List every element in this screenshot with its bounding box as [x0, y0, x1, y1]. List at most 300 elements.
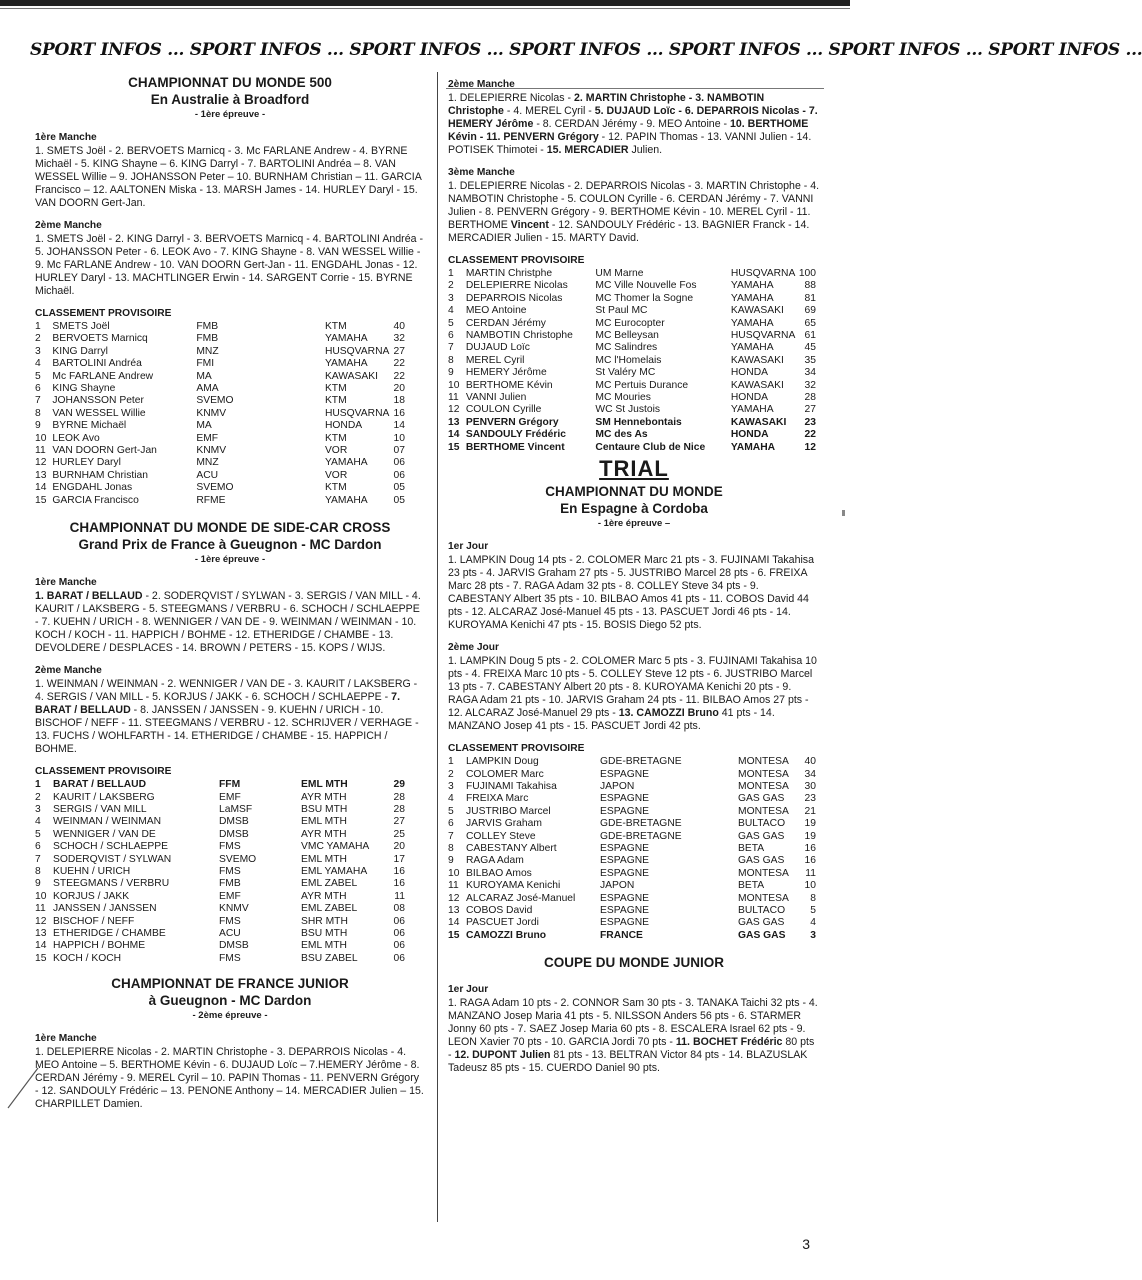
- name-cell: BERTHOME Vincent: [465, 441, 565, 453]
- make-cell: MONTESA: [738, 867, 789, 879]
- table-row: [448, 818, 816, 830]
- table-row: [35, 804, 405, 816]
- name-cell: BURNHAM Christian: [52, 469, 148, 481]
- make-cell: EML MTH: [301, 853, 347, 865]
- club-cell: FMS: [219, 841, 241, 853]
- make-cell: GAS GAS: [738, 855, 785, 867]
- make-cell: KTM: [324, 482, 347, 494]
- club-cell: FMS: [219, 952, 241, 964]
- mx500-subtitle: En Australie à Broadford: [150, 92, 310, 107]
- rank-cell: 10: [448, 867, 460, 879]
- table-row: [448, 868, 816, 880]
- club-cell: MNZ: [196, 345, 219, 357]
- mx500-m2-head: 2ème Manche: [35, 220, 102, 231]
- rank-cell: 5: [35, 828, 41, 840]
- junior-standings-table: [448, 268, 816, 454]
- name-cell: VANNI Julien: [465, 392, 527, 404]
- trial-j2-head: 2ème Jour: [448, 642, 499, 654]
- rank-cell: 12: [35, 915, 47, 927]
- table-row: [448, 355, 816, 367]
- make-cell: EML MTH: [301, 816, 347, 828]
- make-cell: HONDA: [730, 367, 769, 379]
- name-cell: CAMOZZI Bruno: [466, 929, 547, 941]
- rank-cell: 9: [448, 367, 454, 379]
- name-cell: KING Shayne: [52, 383, 116, 395]
- make-cell: GAS GAS: [738, 830, 785, 842]
- left-column: [35, 74, 425, 1120]
- table-row: [448, 769, 816, 781]
- table-row: [35, 928, 405, 940]
- name-cell: WEINMAN / WEINMAN: [53, 816, 162, 828]
- table-row: [35, 420, 405, 432]
- junior-m2-e: Julien.: [628, 144, 663, 156]
- club-cell: DMSB: [219, 940, 249, 952]
- name-cell: VAN DOORN Gert-Jan: [52, 445, 157, 457]
- table-row: [448, 404, 816, 416]
- make-cell: YAMAHA: [730, 317, 774, 329]
- make-cell: SHR MTH: [301, 915, 348, 927]
- make-cell: KTM: [324, 395, 347, 407]
- sidecar-m2-text: [35, 678, 425, 756]
- make-cell: YAMAHA: [324, 494, 368, 506]
- junior-epreuve: - 2ème épreuve -: [192, 1010, 268, 1022]
- mx500-epreuve: - 1ère épreuve -: [194, 109, 266, 120]
- points-cell: 14: [393, 420, 405, 432]
- table-row: [448, 380, 816, 392]
- rank-cell: 9: [35, 420, 41, 432]
- points-cell: 45: [804, 342, 816, 354]
- table-row: [448, 442, 816, 454]
- coupe-j1-bold-b: 12. DUPONT Julien: [454, 1049, 551, 1062]
- points-cell: 32: [393, 333, 405, 345]
- name-cell: PENVERN Grégory: [465, 416, 559, 428]
- sidecar-m1-rest: - 2. SODERQVIST / SYLWAN - 3. SERGIS / VAN MILL - 4. KAURIT / LAKSBERG - 5. STEEGMANS / VERBRU - 6. SCHOCH / SCHLAEPPE - 7. KUEHN / URICH - 8. WENNIGER / VAN DE - 9. WEINMAN / WEINMAN - 10. KOCH / KOCH - 11. HAPPICH / BOHME - 12. ETHERIDGE / CHAMBE - 13. DEVOLDERE / DESPLACES - 14. BROWN / PETERS - 15. KOPS / WIJS.: [35, 590, 421, 655]
- table-row: [448, 367, 816, 379]
- points-cell: 18: [393, 395, 405, 407]
- club-cell: MC Mouries: [595, 392, 651, 404]
- points-cell: 8: [810, 892, 816, 904]
- rank-cell: 11: [35, 445, 46, 457]
- make-cell: GAS GAS: [738, 929, 786, 941]
- club-cell: St Valéry MC: [595, 367, 656, 379]
- name-cell: BILBAO Amos: [466, 867, 532, 879]
- club-cell: ESPAGNE: [600, 917, 650, 929]
- name-cell: WENNIGER / VAN DE: [53, 828, 156, 840]
- make-cell: HONDA: [730, 392, 769, 404]
- club-cell: SVEMO: [219, 853, 257, 865]
- table-row: [448, 330, 816, 342]
- rank-cell: 4: [448, 793, 454, 805]
- table-row: [35, 916, 405, 928]
- make-cell: HUSQVARNA: [324, 407, 390, 419]
- name-cell: MEREL Cyril: [465, 354, 525, 366]
- name-cell: SMETS Joël: [52, 321, 110, 332]
- club-cell: ESPAGNE: [600, 842, 650, 854]
- club-cell: ACU: [219, 927, 241, 939]
- points-cell: 19: [804, 818, 816, 830]
- table-row: [35, 333, 405, 345]
- name-cell: ENGDAHL Jonas: [52, 482, 133, 494]
- club-cell: MC Thomer la Sogne: [595, 292, 694, 304]
- club-cell: DMSB: [219, 828, 249, 840]
- name-cell: HURLEY Daryl: [52, 457, 121, 469]
- trial-j2-a: 1. LAMPKIN Doug 5 pts - 2. COLOMER Marc 5 pts - 3. FUJINAMI Takahisa 10 pts - 4. FREIXA Marc 10 pts - 5. COLLEY Steve 12 pts - 6. JUSTRIBO Marcel 13 pts - 7. CABESTANY Albert 20 pts - 8. KUROYAMA Kenichi 20 pts - 9. RAGA Adam 21 pts - 10. JARVIS Graham 24 pts - 11. BILBAO Amos 27 pts - 12. ALCARAZ José-Manuel 29 pts -: [448, 655, 817, 720]
- club-cell: MC l'Homelais: [595, 354, 662, 366]
- points-cell: 5: [810, 904, 816, 916]
- rank-cell: 9: [448, 855, 454, 867]
- make-cell: BSU MTH: [301, 803, 348, 815]
- points-cell: 30: [804, 780, 816, 792]
- points-cell: 07: [393, 445, 405, 457]
- name-cell: KOCH / KOCH: [53, 952, 122, 964]
- make-cell: YAMAHA: [730, 441, 776, 453]
- points-cell: 23: [804, 793, 816, 805]
- table-row: [35, 891, 405, 903]
- name-cell: BERVOETS Marnicq: [52, 333, 148, 345]
- points-cell: 27: [393, 816, 405, 828]
- junior-m3-head: 3ème Manche: [448, 167, 515, 178]
- table-row: [35, 321, 405, 333]
- rank-cell: 5: [448, 805, 454, 817]
- club-cell: SVEMO: [196, 482, 234, 494]
- club-cell: FFM: [219, 779, 241, 791]
- rank-cell: 3: [35, 345, 41, 357]
- table-row: [448, 831, 816, 843]
- points-cell: 3: [810, 929, 816, 941]
- sidecar-subtitle: Grand Prix de France à Gueugnon - MC Dardon: [78, 537, 382, 553]
- club-cell: MNZ: [196, 457, 219, 469]
- make-cell: VOR: [324, 445, 348, 457]
- points-cell: 34: [804, 768, 816, 780]
- club-cell: FMB: [196, 333, 219, 345]
- table-row: [448, 756, 816, 768]
- pen-stroke-mark: [4, 1062, 44, 1112]
- points-cell: 40: [804, 756, 816, 768]
- junior-m1-head: 1ère Manche: [35, 1033, 97, 1045]
- name-cell: LEOK Avo: [52, 432, 100, 444]
- rank-cell: 13: [35, 927, 47, 939]
- make-cell: MONTESA: [738, 892, 789, 904]
- junior-m3-bold: Vincent: [510, 219, 549, 231]
- rank-cell: 10: [35, 432, 47, 444]
- rank-cell: 14: [35, 940, 47, 952]
- club-cell: St Paul MC: [595, 305, 648, 317]
- rank-cell: 8: [448, 842, 454, 854]
- sidecar-epreuve: - 1ère épreuve -: [194, 554, 266, 566]
- points-cell: 100: [798, 268, 816, 279]
- name-cell: BARTOLINI Andréa: [52, 358, 142, 370]
- club-cell: FMS: [219, 865, 241, 877]
- column-divider: [437, 72, 438, 1222]
- junior-m2-c: - 8. CERDAN Jérémy - 9. MEO Antoine -: [533, 118, 731, 130]
- rank-cell: 4: [35, 358, 41, 370]
- table-row: [448, 293, 816, 305]
- club-cell: MA: [196, 370, 212, 382]
- mx500-class-head: CLASSEMENT PROVISOIRE: [35, 308, 172, 319]
- name-cell: KORJUS / JAKK: [53, 890, 130, 902]
- make-cell: HUSQVARNA: [730, 330, 796, 342]
- name-cell: KAURIT / LAKSBERG: [53, 791, 155, 803]
- mx500-m1-head: 1ère Manche: [35, 132, 97, 143]
- table-row: [35, 383, 405, 395]
- points-cell: 11: [805, 867, 816, 879]
- trial-title: CHAMPIONNAT DU MONDE: [545, 484, 723, 500]
- name-cell: BERTHOME Kévin: [465, 379, 553, 391]
- table-row: [448, 305, 816, 317]
- sidecar-m2-head: 2ème Manche: [35, 665, 102, 677]
- rank-cell: 14: [448, 917, 460, 929]
- points-cell: 22: [393, 358, 405, 370]
- club-cell: ESPAGNE: [600, 904, 650, 916]
- sidecar-m1-text: [35, 590, 425, 655]
- coupe-j1-a: 1. RAGA Adam 10 pts - 2. CONNOR Sam 30 pts - 3. TANAKA Taichi 32 pts - 4. MANZANO Josep Maria 41 pts - 5. NILSSON Anders 56 pts - 6. STARMER Jonny 60 pts - 7. SAEZ Josep Maria 60 pts - 8. ESCALERA Israel 62 pts - 9. LEON Xavier 70 pts - 10. GARCIA Jordi 70 pts -: [448, 997, 818, 1049]
- junior-m2-a: 1. DELEPIERRE Nicolas -: [448, 92, 574, 104]
- sidecar-m2-b: - 8. JANSSEN / JANSSEN - 9. KUEHN / URICH - 10. BISCHOF / NEFF - 11. STEEGMANS / VERBRU - 12. SCHRIJVER / VERHAGE - 13. FUCHS / WOHLFARTH - 14. ETHERIDGE / CHAMBE - 15. HAPPICH / BOHME.: [35, 704, 419, 756]
- table-row: [448, 855, 816, 867]
- sidecar-m1-bold: 1. BARAT / BELLAUD: [35, 590, 143, 603]
- name-cell: COBOS David: [466, 904, 533, 916]
- table-row: [448, 280, 816, 292]
- name-cell: FREIXA Marc: [466, 793, 529, 805]
- points-cell: 23: [804, 416, 816, 428]
- table-row: [35, 346, 405, 358]
- rank-cell: 7: [35, 395, 41, 407]
- points-cell: 06: [393, 469, 405, 481]
- name-cell: DEPARROIS Nicolas: [465, 292, 563, 304]
- rank-cell: 7: [448, 342, 454, 354]
- junior-m2-head: 2ème Manche: [448, 79, 515, 90]
- junior-title: CHAMPIONNAT DE FRANCE JUNIOR: [111, 976, 349, 992]
- points-cell: 17: [393, 853, 405, 865]
- junior-m2-text: [448, 92, 820, 157]
- name-cell: COULON Cyrille: [465, 404, 542, 416]
- make-cell: HUSQVARNA: [324, 345, 390, 357]
- make-cell: KAWASAKI: [730, 305, 784, 317]
- table-row: [35, 854, 405, 866]
- rank-cell: 5: [448, 317, 454, 329]
- trial-j2-bold: 13. CAMOZZI Bruno: [618, 707, 719, 720]
- points-cell: 06: [393, 927, 405, 939]
- club-cell: ESPAGNE: [600, 867, 650, 879]
- points-cell: 28: [393, 791, 405, 803]
- club-cell: GDE-BRETAGNE: [600, 756, 682, 768]
- name-cell: COLOMER Marc: [466, 768, 544, 780]
- club-cell: Centaure Club de Nice: [595, 441, 706, 453]
- club-cell: ESPAGNE: [600, 855, 650, 867]
- rank-cell: 15: [448, 929, 460, 941]
- table-row: [35, 829, 405, 841]
- table-row: [35, 903, 405, 915]
- table-row: [448, 392, 816, 404]
- rank-cell: 6: [35, 841, 41, 853]
- make-cell: YAMAHA: [730, 280, 774, 292]
- name-cell: MARTIN Christphe: [465, 268, 553, 279]
- make-cell: KAWASAKI: [324, 370, 378, 382]
- name-cell: KUEHN / URICH: [53, 865, 131, 877]
- trial-j2-b: 41 pts - 14. MANZANO Josep 41 pts - 15. PASCUET Jordi 42 pts.: [448, 707, 775, 733]
- rank-cell: 2: [448, 768, 454, 780]
- junior-m2-bold-c: 10. BERTHOME Kévin - 11. PENVERN Grégory: [448, 118, 809, 143]
- points-cell: 06: [393, 915, 405, 927]
- points-cell: 06: [393, 940, 405, 952]
- rank-cell: 11: [35, 903, 46, 915]
- points-cell: 27: [393, 345, 405, 357]
- make-cell: BSU MTH: [301, 927, 348, 939]
- make-cell: KAWASAKI: [730, 379, 784, 391]
- sidecar-standings-table: [35, 779, 405, 965]
- sidecar-title: CHAMPIONNAT DU MONDE DE SIDE-CAR CROSS: [69, 520, 391, 536]
- points-cell: 40: [393, 321, 405, 332]
- make-cell: EML MTH: [301, 940, 347, 952]
- points-cell: 20: [393, 841, 405, 853]
- club-cell: MC Belleysan: [595, 330, 659, 342]
- rank-cell: 13: [35, 469, 47, 481]
- make-cell: KTM: [324, 383, 347, 395]
- junior-m2-bold-a: 2. MARTIN Christophe - 3. NAMBOTIN Christophe: [448, 92, 765, 117]
- rank-cell: 12: [448, 892, 460, 904]
- table-row: [35, 358, 405, 370]
- points-cell: 88: [804, 280, 816, 292]
- club-cell: SM Hennebontais: [595, 416, 682, 428]
- rank-cell: 15: [448, 441, 460, 453]
- club-cell: UM Marne: [595, 268, 644, 279]
- club-cell: MC Pertuis Durance: [595, 379, 689, 391]
- rank-cell: 1: [448, 756, 454, 768]
- table-row: [35, 433, 405, 445]
- club-cell: EMF: [219, 791, 241, 803]
- margin-mark: [842, 510, 845, 516]
- table-row: [35, 495, 405, 507]
- rank-cell: 14: [35, 482, 47, 494]
- trial-j1-head: 1er Jour: [448, 541, 489, 553]
- name-cell: KUROYAMA Kenichi: [466, 880, 561, 892]
- make-cell: BETA: [738, 880, 765, 892]
- rank-cell: 5: [35, 370, 41, 382]
- points-cell: 25: [393, 828, 405, 840]
- name-cell: HEMERY Jérôme: [465, 367, 547, 379]
- trial-subtitle: En Espagne à Cordoba: [560, 501, 708, 517]
- junior-class-head: CLASSEMENT PROVISOIRE: [448, 255, 585, 266]
- name-cell: JOHANSSON Peter: [52, 395, 144, 407]
- name-cell: JANSSEN / JANSSEN: [53, 903, 157, 915]
- points-cell: 12: [804, 441, 816, 453]
- make-cell: KAWASAKI: [730, 354, 784, 366]
- coupe-j1-text: [448, 997, 820, 1075]
- trial-j1-text: 1. LAMPKIN Doug 14 pts - 2. COLOMER Marc 21 pts - 3. FUJINAMI Takahisa 23 pts - 4. JARVIS Graham 27 pts - 5. JUSTRIBO Marcel 28 pts - 6. FREIXA Marc 28 pts - 7. RAGA Adam 32 pts - 8. COLLEY Steve 34 pts - 9. CABESTANY Albert 35 pts - 10. BILBAO Amos 41 pts - 11. COBOS David 44 pts - 12. ALCARAZ José-Manuel 45 pts - 13. PASCUET Jordi 46 pts - 14. KUROYAMA Kenichi 47 pts - 15. BOSIS Diego 52 pts.: [448, 554, 815, 632]
- trial-standings-table: [448, 756, 816, 942]
- club-cell: SVEMO: [196, 395, 234, 407]
- club-cell: ESPAGNE: [600, 892, 650, 904]
- trial-j2-text: [448, 655, 820, 733]
- rank-cell: 6: [448, 818, 454, 830]
- name-cell: NAMBOTIN Christophe: [465, 330, 573, 342]
- name-cell: JARVIS Graham: [466, 818, 542, 830]
- junior-m3-text: [448, 180, 820, 245]
- rank-cell: 2: [35, 333, 41, 345]
- make-cell: MONTESA: [738, 768, 789, 780]
- table-row: [35, 841, 405, 853]
- make-cell: VOR: [324, 469, 348, 481]
- top-rule-thin: [0, 8, 850, 9]
- points-cell: 05: [393, 494, 405, 506]
- table-row: [35, 482, 405, 494]
- club-cell: KNMV: [219, 903, 249, 915]
- rank-cell: 6: [448, 330, 454, 342]
- points-cell: 61: [804, 330, 816, 342]
- club-cell: JAPON: [600, 780, 635, 792]
- club-cell: RFME: [196, 494, 226, 506]
- name-cell: BARAT / BELLAUD: [53, 779, 147, 791]
- right-column: [448, 74, 820, 1084]
- club-cell: ESPAGNE: [600, 793, 650, 805]
- make-cell: BETA: [738, 842, 765, 854]
- points-cell: 32: [804, 379, 816, 391]
- club-cell: JAPON: [600, 880, 635, 892]
- table-row: [448, 318, 816, 330]
- banner: SPORT INFOS ... SPORT INFOS ... SPORT INFOS ... SPORT INFOS ... SPORT INFOS ... SPORT INFOS ... SPORT INFOS ...: [30, 40, 1142, 60]
- points-cell: 22: [804, 429, 816, 441]
- table-row: [35, 878, 405, 890]
- table-row: [448, 930, 816, 942]
- junior-m2-bold-b: 5. DUJAUD Loïc - 6. DEPARROIS Nicolas - 7. HEMERY Jérôme: [448, 105, 818, 130]
- club-cell: FMB: [196, 321, 219, 332]
- name-cell: COLLEY Steve: [466, 830, 536, 842]
- make-cell: HONDA: [730, 429, 769, 441]
- table-row: [448, 806, 816, 818]
- coupe-j1-bold-a: 11. BOCHET Frédéric: [675, 1036, 783, 1049]
- name-cell: STEEGMANS / VERBRU: [53, 878, 170, 890]
- make-cell: MONTESA: [738, 756, 789, 768]
- club-cell: FMB: [219, 878, 241, 890]
- points-cell: 16: [393, 865, 405, 877]
- club-cell: DMSB: [219, 816, 249, 828]
- rank-cell: 4: [35, 816, 41, 828]
- rank-cell: 1: [35, 779, 41, 791]
- make-cell: YAMAHA: [324, 358, 368, 370]
- club-cell: AMA: [196, 383, 219, 395]
- points-cell: 81: [804, 292, 816, 304]
- rank-cell: 6: [35, 383, 41, 395]
- name-cell: BYRNE Michaël: [52, 420, 127, 432]
- table-row: [448, 417, 816, 429]
- make-cell: GAS GAS: [738, 917, 785, 929]
- points-cell: 4: [810, 917, 816, 929]
- points-cell: 20: [393, 383, 405, 395]
- club-cell: ESPAGNE: [600, 768, 650, 780]
- table-row: [448, 843, 816, 855]
- club-cell: MC Eurocopter: [595, 317, 665, 329]
- points-cell: 22: [393, 370, 405, 382]
- rank-cell: 14: [448, 429, 460, 441]
- table-row: [448, 342, 816, 354]
- rank-cell: 15: [35, 952, 47, 964]
- points-cell: 06: [393, 457, 405, 469]
- points-cell: 28: [804, 392, 816, 404]
- points-cell: 27: [804, 404, 816, 416]
- make-cell: YAMAHA: [730, 342, 774, 354]
- rank-cell: 11: [448, 392, 459, 404]
- table-row: [448, 893, 816, 905]
- table-row: [448, 880, 816, 892]
- make-cell: YAMAHA: [324, 333, 368, 345]
- rank-cell: 10: [35, 890, 47, 902]
- table-row: [35, 792, 405, 804]
- make-cell: EML MTH: [301, 779, 348, 791]
- sidecar-m1-head: 1ère Manche: [35, 577, 97, 589]
- table-row: [35, 779, 405, 791]
- club-cell: EMF: [196, 432, 219, 444]
- table-row: [35, 445, 405, 457]
